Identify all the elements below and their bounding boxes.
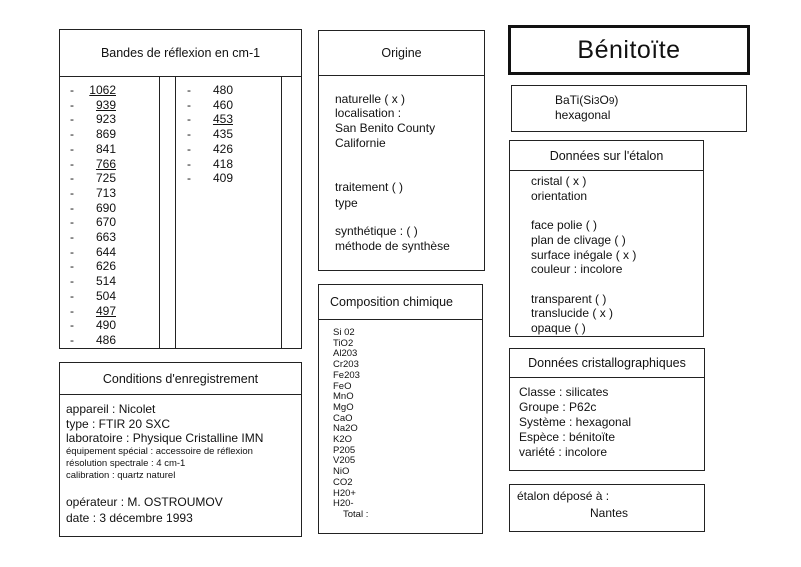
cristallo-panel [509,348,705,471]
origine-header: Origine [319,31,484,76]
band-value: 713 [95,185,116,200]
band-dash: - [70,127,74,142]
depose-panel [509,484,705,532]
band-row [70,127,116,142]
cristallo-systeme: Système : hexagonal [519,415,632,429]
composition-item: FeO [333,380,352,392]
band-dash: - [70,200,74,215]
crystal-system-short: hexagonal [555,108,611,122]
etalon-line: surface inégale ( x ) [531,247,637,262]
band-row [70,157,116,172]
bands-panel [59,29,302,349]
composition-item: H20- [333,498,354,510]
origine-type: type [335,196,358,210]
band-dash: - [70,171,74,186]
origine-naturelle: naturelle ( x ) [335,92,406,106]
chemical-formula: BaTi(Si3O9) [555,93,619,107]
band-row [70,186,116,201]
band-row [187,142,233,157]
etalon-line: orientation [531,188,588,203]
conditions-laboratoire: laboratoire : Physique Cristalline IMN [66,431,264,445]
composition-item: NiO [333,466,350,478]
band-row [187,127,233,142]
band-dash: - [70,215,74,230]
band-row [70,83,116,98]
band-row [187,112,233,127]
band-dash: - [187,171,191,186]
band-row [70,215,116,230]
band-value: 435 [212,127,233,142]
band-value: 766 [95,156,116,171]
composition-item: K2O [333,434,353,445]
band-value: 460 [212,97,233,112]
band-value: 869 [95,127,116,142]
title-box [508,25,750,75]
origine-localisation: localisation : [335,106,402,120]
band-value: 725 [95,171,116,186]
band-dash: - [187,127,191,142]
composition-item: Na2O [333,423,358,435]
band-dash: - [70,288,74,303]
etalon-line: translucide ( x ) [531,306,614,321]
cristallo-espece: Espèce : bénitoïte [519,430,616,444]
band-value: 497 [95,303,116,318]
band-dash: - [187,141,191,156]
band-row [187,157,233,172]
etalon-header: Données sur l'étalon [510,141,703,171]
etalon-line: face polie ( ) [531,218,598,233]
cristallo-variete: variété : incolore [519,445,608,459]
etalon-panel [509,140,704,337]
band-value: 670 [95,215,116,230]
band-dash: - [70,141,74,156]
origine-traitement: traitement ( ) [335,180,404,194]
bands-divider-3 [281,76,282,348]
band-dash: - [70,112,74,127]
band-dash: - [70,156,74,171]
composition-item: V205 [333,455,356,467]
composition-item: MnO [333,391,354,403]
etalon-line: plan de clivage ( ) [531,232,626,247]
band-dash: - [70,244,74,259]
origine-location-2: Californie [335,136,386,150]
band-row [70,274,116,289]
band-value: 626 [95,259,116,274]
band-dash: - [187,112,191,127]
band-value: 663 [95,230,116,244]
etalon-line: couleur : incolore [531,262,623,277]
band-value: 1062 [89,83,116,97]
origine-location-1: San Benito County [335,121,436,135]
formula-box [511,85,747,132]
band-dash: - [187,97,191,112]
band-value: 514 [95,274,116,289]
band-row [70,259,116,274]
band-row [187,98,233,113]
cristallo-classe: Classe : silicates [519,385,609,399]
band-value: 939 [95,97,116,112]
conditions-operateur: opérateur : M. OSTROUMOV [66,495,223,509]
composition-item: Cr203 [333,359,359,371]
depose-lieu: Nantes [590,506,629,520]
composition-item: CO2 [333,476,353,488]
band-row [187,171,233,186]
composition-item: TiO2 [333,337,354,349]
band-dash: - [70,332,74,347]
band-row [70,318,116,333]
band-row [70,289,116,304]
band-row [70,142,116,157]
band-dash: - [70,230,74,244]
band-row [70,245,116,260]
bands-header: Bandes de réflexion en cm-1 [60,30,301,77]
band-dash: - [70,97,74,112]
depose-label: étalon déposé à : [517,489,610,503]
band-dash: - [70,303,74,318]
band-row [70,304,116,319]
band-row [70,201,116,216]
band-dash: - [70,318,74,333]
conditions-panel [59,362,302,537]
band-row [70,112,116,127]
composition-item: H20+ [333,487,356,499]
origine-synthetique: synthétique : ( ) [335,224,418,238]
composition-item: Si 02 [333,327,355,338]
band-row [70,98,116,113]
conditions-appareil: appareil : Nicolet [66,402,156,416]
page-title: Bénitoïte [577,35,681,64]
band-value: 690 [95,200,116,215]
band-dash: - [187,156,191,171]
band-dash: - [70,83,74,97]
composition-item: CaO [333,412,353,424]
band-dash: - [70,259,74,274]
band-value: 409 [212,171,233,186]
band-value: 453 [212,112,233,127]
conditions-type: type : FTIR 20 SXC [66,417,171,431]
band-value: 923 [95,112,116,127]
band-dash: - [70,185,74,200]
band-value: 490 [95,318,116,333]
composition-header: Composition chimique [319,285,482,320]
band-row [70,230,116,245]
origine-methode: méthode de synthèse [335,239,450,253]
etalon-line: cristal ( x ) [531,174,587,188]
conditions-resolution: résolution spectrale : 4 cm-1 [66,458,186,469]
bands-divider-2 [175,76,176,348]
origine-panel [318,30,485,271]
band-value: 480 [212,83,233,97]
composition-item: Total : [343,508,369,520]
band-value: 504 [95,288,116,303]
band-value: 486 [95,332,116,347]
composition-item: P205 [333,444,356,456]
band-value: 841 [95,141,116,156]
conditions-equipement: équipement spécial : accessoire de réflexion [66,446,253,457]
composition-item: Al203 [333,348,358,360]
band-value: 426 [212,141,233,156]
etalon-line: transparent ( ) [531,291,607,306]
band-dash: - [70,274,74,289]
band-value: 644 [95,244,116,259]
band-row [70,171,116,186]
composition-panel [318,284,483,534]
conditions-date: date : 3 décembre 1993 [66,511,193,525]
band-dash: - [187,83,191,97]
cristallo-header: Données cristallographiques [510,349,704,378]
band-value: 418 [212,156,233,171]
conditions-header: Conditions d'enregistrement [60,363,301,395]
band-row [70,333,116,348]
cristallo-groupe: Groupe : P62c [519,400,597,414]
etalon-line: opaque ( ) [531,321,586,335]
conditions-calibration: calibration : quartz naturel [66,470,176,481]
band-row [187,83,233,98]
composition-item: MgO [333,401,354,413]
bands-divider-1 [159,76,160,348]
composition-item: Fe203 [333,369,360,381]
